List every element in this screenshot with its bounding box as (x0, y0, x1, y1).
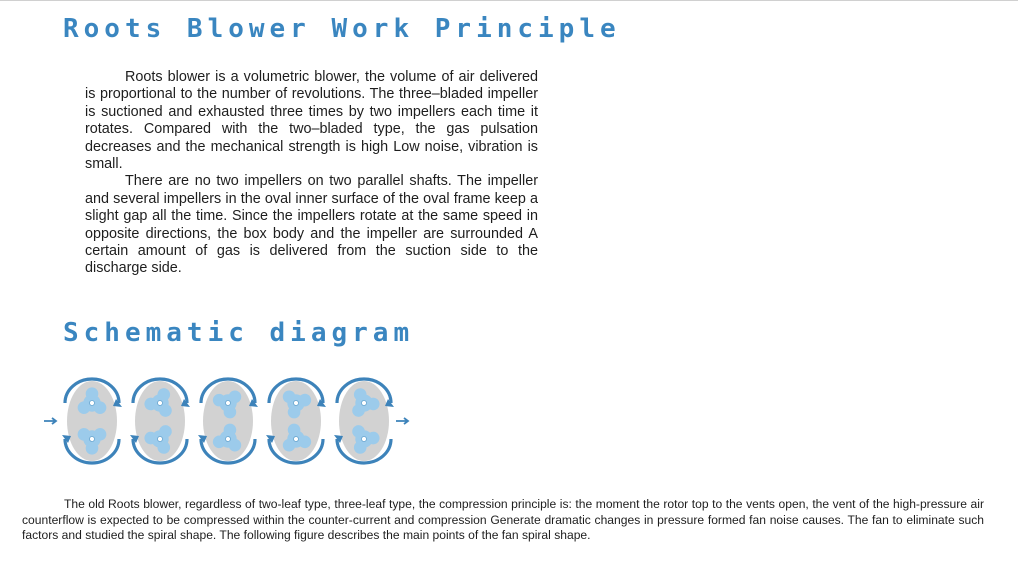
intro-text (85, 69, 538, 278)
inlet-arrow-icon (44, 418, 56, 424)
rotor-chamber (271, 381, 321, 461)
shaft-center (361, 400, 366, 405)
page-title: Roots Blower Work Principle (63, 14, 621, 44)
top-divider (0, 0, 1018, 1)
rotor-chamber (203, 381, 253, 461)
diagram-stage (334, 379, 394, 463)
diagram-heading: Schematic diagram (63, 318, 415, 348)
diagram-stage (198, 379, 258, 463)
intro-paragraph-2: There are no two impellers on two parallel shafts. The impeller and several impellers in the oval inner surface of the oval frame keep a slight gap all the time. Since the impellers rotate at the same speed in opposite directions, the box body and the impeller are surrounded A certain amount of gas is delivered from the suction side to the discharge side. (85, 173, 538, 277)
closing-text (22, 497, 984, 544)
outlet-arrow-icon (396, 418, 408, 424)
closing-paragraph: The old Roots blower, regardless of two-leaf type, three-leaf type, the compression principle is: the moment the rotor top to the vents open, the vent of the high-pressure air counterflow is expected to be compressed within the counter-current and compression Generate dramatic changes in pressure formed fan noise causes. The fan to eliminate such factors and studied the spiral shape. The following figure describes the main points of the fan spiral shape. (22, 497, 984, 542)
intro-paragraph-1: Roots blower is a volumetric blower, the volume of air delivered is proportional to the number of revolutions. The three–bladed impeller is suctioned and exhausted three times by two impellers each time it rotates. Compared with the two–bladed type, the gas pulsation decreases and the mechanical strength is high Low noise, vibration is small. (85, 69, 538, 173)
diagram-stage (62, 379, 122, 463)
shaft-center (90, 401, 95, 406)
roots-blower-schematic-diagram (42, 373, 422, 473)
diagram-stage (130, 379, 190, 463)
diagram-stage (266, 379, 326, 463)
